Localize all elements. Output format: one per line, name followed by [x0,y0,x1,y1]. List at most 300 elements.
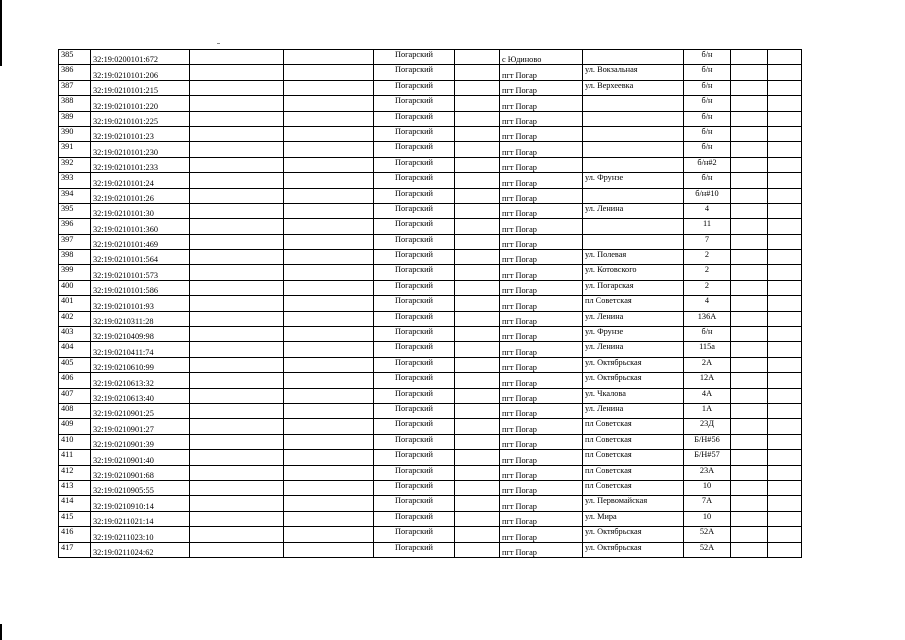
locality-cell: пгт Погар [500,280,583,295]
locality-cell: пгт Погар [500,403,583,418]
row-number-cell: 415 [59,511,91,526]
street-cell: ул. Ленина [583,403,684,418]
empty-cell [284,142,374,157]
cadastral-number-cell: 32:19:0210901:27 [91,419,190,434]
empty-cell [190,80,284,95]
empty-cell [768,173,802,188]
empty-cell [455,157,500,172]
locality-cell: пгт Погар [500,327,583,342]
street-cell [583,219,684,234]
house-number-cell: б/н [684,111,731,126]
district-cell: Погарский [374,265,455,280]
empty-cell [731,373,768,388]
row-number-cell: 397 [59,234,91,249]
empty-cell [284,311,374,326]
empty-cell [455,311,500,326]
empty-cell [455,111,500,126]
empty-cell [731,450,768,465]
empty-cell [284,357,374,372]
empty-cell [455,403,500,418]
empty-cell [455,265,500,280]
empty-cell [190,126,284,141]
row-number-cell: 403 [59,327,91,342]
locality-cell: пгт Погар [500,465,583,480]
empty-cell [768,111,802,126]
empty-cell [731,496,768,511]
table-row [59,511,802,526]
district-cell: Погарский [374,234,455,249]
empty-cell [455,419,500,434]
locality-cell: пгт Погар [500,126,583,141]
empty-cell [768,388,802,403]
house-number-cell: б/н#2 [684,157,731,172]
locality-cell: пгт Погар [500,419,583,434]
district-cell: Погарский [374,280,455,295]
locality-cell: пгт Погар [500,373,583,388]
table-row [59,234,802,249]
empty-cell [731,219,768,234]
locality-cell: пгт Погар [500,250,583,265]
empty-cell [768,250,802,265]
district-cell: Погарский [374,542,455,557]
locality-cell: пгт Погар [500,142,583,157]
row-number-cell: 404 [59,342,91,357]
empty-cell [731,50,768,65]
row-number-cell: 389 [59,111,91,126]
street-cell: ул. Октябрьская [583,542,684,557]
locality-cell: пгт Погар [500,80,583,95]
house-number-cell: б/н [684,50,731,65]
locality-cell: пгт Погар [500,480,583,495]
empty-cell [455,373,500,388]
house-number-cell: 23А [684,465,731,480]
row-number-cell: 395 [59,203,91,218]
empty-cell [455,142,500,157]
cadastral-number-cell: 32:19:0210101:230 [91,142,190,157]
row-number-cell: 399 [59,265,91,280]
locality-cell: пгт Погар [500,511,583,526]
empty-cell [731,419,768,434]
street-cell: пл Советская [583,465,684,480]
empty-cell [455,65,500,80]
empty-cell [731,511,768,526]
empty-cell [731,126,768,141]
table-row [59,419,802,434]
locality-cell: пгт Погар [500,157,583,172]
district-cell: Погарский [374,296,455,311]
cadastral-number-cell: 32:19:0210101:564 [91,250,190,265]
empty-cell [768,465,802,480]
empty-cell [768,527,802,542]
locality-cell: пгт Погар [500,342,583,357]
house-number-cell: 4А [684,388,731,403]
empty-cell [190,234,284,249]
empty-cell [731,65,768,80]
empty-cell [284,126,374,141]
empty-cell [731,357,768,372]
cadastral-number-cell: 32:19:0211024:62 [91,542,190,557]
district-cell: Погарский [374,173,455,188]
table-row [59,157,802,172]
table-row [59,65,802,80]
empty-cell [731,265,768,280]
locality-cell: пгт Погар [500,542,583,557]
row-number-cell: 407 [59,388,91,403]
empty-cell [455,50,500,65]
empty-cell [455,203,500,218]
street-cell: ул. Октябрьская [583,373,684,388]
street-cell: ул. Верхеевка [583,80,684,95]
empty-cell [190,434,284,449]
cadastral-number-cell: 32:19:0210101:220 [91,96,190,111]
empty-cell [768,311,802,326]
house-number-cell: Б/Н#57 [684,450,731,465]
table-row [59,450,802,465]
empty-cell [731,188,768,203]
street-cell: ул. Котовского [583,265,684,280]
table-row [59,327,802,342]
empty-cell [768,296,802,311]
empty-cell [190,203,284,218]
locality-cell: пгт Погар [500,219,583,234]
empty-cell [190,96,284,111]
empty-cell [190,357,284,372]
empty-cell [731,542,768,557]
house-number-cell: 4 [684,296,731,311]
table-row [59,126,802,141]
empty-cell [455,496,500,511]
district-cell: Погарский [374,50,455,65]
cadastral-number-cell: 32:19:0210613:40 [91,388,190,403]
empty-cell [284,403,374,418]
district-cell: Погарский [374,80,455,95]
house-number-cell: б/н [684,142,731,157]
empty-cell [284,465,374,480]
table-row [59,142,802,157]
row-number-cell: 413 [59,480,91,495]
cadastral-number-cell: 32:19:0210910:14 [91,496,190,511]
empty-cell [768,96,802,111]
locality-cell: пгт Погар [500,527,583,542]
row-number-cell: 402 [59,311,91,326]
street-cell: ул. Октябрьская [583,527,684,542]
empty-cell [768,373,802,388]
empty-cell [731,311,768,326]
house-number-cell: 2 [684,280,731,295]
row-number-cell: 392 [59,157,91,172]
empty-cell [455,250,500,265]
table-row [59,80,802,95]
house-number-cell: б/н [684,96,731,111]
cadastral-number-cell: 32:19:0210101:360 [91,219,190,234]
row-number-cell: 409 [59,419,91,434]
district-cell: Погарский [374,403,455,418]
cadastral-number-cell: 32:19:0210101:469 [91,234,190,249]
row-number-cell: 410 [59,434,91,449]
cadastral-number-cell: 32:19:0210311:28 [91,311,190,326]
empty-cell [731,173,768,188]
district-cell: Погарский [374,480,455,495]
empty-cell [455,342,500,357]
house-number-cell: 52А [684,527,731,542]
empty-cell [284,173,374,188]
house-number-cell: б/н [684,80,731,95]
district-cell: Погарский [374,126,455,141]
cadastral-number-cell: 32:19:0210101:206 [91,65,190,80]
table-row [59,280,802,295]
cadastral-number-cell: 32:19:0200101:672 [91,50,190,65]
empty-cell [455,296,500,311]
empty-cell [455,219,500,234]
empty-cell [190,542,284,557]
row-number-cell: 394 [59,188,91,203]
table-row [59,265,802,280]
locality-cell: пгт Погар [500,311,583,326]
row-number-cell: 391 [59,142,91,157]
empty-cell [284,111,374,126]
table-row [59,111,802,126]
street-cell [583,96,684,111]
table-row [59,311,802,326]
cadastral-number-cell: 32:19:0210101:93 [91,296,190,311]
empty-cell [731,480,768,495]
district-cell: Погарский [374,434,455,449]
locality-cell: пгт Погар [500,203,583,218]
street-cell: ул. Ленина [583,342,684,357]
empty-cell [768,542,802,557]
empty-cell [284,434,374,449]
empty-cell [455,280,500,295]
table-row [59,542,802,557]
table-row [59,434,802,449]
street-cell: ул. Фрунзе [583,327,684,342]
cadastral-number-cell: 32:19:0210901:68 [91,465,190,480]
empty-cell [190,173,284,188]
locality-cell: пгт Погар [500,173,583,188]
street-cell: ул. Ленина [583,203,684,218]
table-row [59,188,802,203]
empty-cell [284,250,374,265]
locality-cell: пгт Погар [500,265,583,280]
empty-cell [284,96,374,111]
table-row [59,342,802,357]
empty-cell [455,188,500,203]
empty-cell [455,80,500,95]
cadastral-number-cell: 32:19:0210901:25 [91,403,190,418]
row-number-cell: 388 [59,96,91,111]
table-row [59,50,802,65]
empty-cell [190,250,284,265]
empty-cell [455,173,500,188]
empty-cell [768,480,802,495]
street-cell: ул. Вокзальная [583,65,684,80]
street-cell: ул. Погарская [583,280,684,295]
empty-cell [768,65,802,80]
empty-cell [284,296,374,311]
empty-cell [190,388,284,403]
street-cell: пл Советская [583,419,684,434]
empty-cell [731,403,768,418]
district-cell: Погарский [374,311,455,326]
district-cell: Погарский [374,357,455,372]
locality-cell: с Юдиново [500,50,583,65]
street-cell [583,111,684,126]
empty-cell [190,280,284,295]
empty-cell [455,96,500,111]
empty-cell [284,527,374,542]
empty-cell [284,419,374,434]
empty-cell [284,511,374,526]
table-row [59,403,802,418]
cadastral-number-cell: 32:19:0210901:39 [91,434,190,449]
house-number-cell: 136А [684,311,731,326]
table-row [59,250,802,265]
empty-cell [768,265,802,280]
empty-cell [284,80,374,95]
street-cell [583,50,684,65]
empty-cell [768,450,802,465]
empty-cell [455,542,500,557]
cadastral-number-cell: 32:19:0210101:23 [91,126,190,141]
empty-cell [455,327,500,342]
empty-cell [768,188,802,203]
empty-cell [768,234,802,249]
cadastral-number-cell: 32:19:0211021:14 [91,511,190,526]
empty-cell [731,111,768,126]
cadastral-number-cell: 32:19:0210101:215 [91,80,190,95]
empty-cell [190,527,284,542]
empty-cell [455,511,500,526]
empty-cell [731,250,768,265]
row-number-cell: 401 [59,296,91,311]
empty-cell [731,80,768,95]
locality-cell: пгт Погар [500,357,583,372]
empty-cell [190,111,284,126]
empty-cell [731,157,768,172]
locality-cell: пгт Погар [500,96,583,111]
house-number-cell: 12А [684,373,731,388]
house-number-cell: б/н [684,327,731,342]
house-number-cell: 4 [684,203,731,218]
empty-cell [768,342,802,357]
street-cell [583,126,684,141]
empty-cell [190,65,284,80]
house-number-cell: 115а [684,342,731,357]
empty-cell [190,219,284,234]
empty-cell [284,203,374,218]
empty-cell [190,496,284,511]
street-cell: ул. Ленина [583,311,684,326]
locality-cell: пгт Погар [500,188,583,203]
locality-cell: пгт Погар [500,296,583,311]
empty-cell [190,311,284,326]
district-cell: Погарский [374,157,455,172]
house-number-cell: 7А [684,496,731,511]
empty-cell [768,219,802,234]
row-number-cell: 414 [59,496,91,511]
binding-mark-top [0,0,2,66]
cadastral-number-cell: 32:19:0210101:225 [91,111,190,126]
empty-cell [190,327,284,342]
row-number-cell: 393 [59,173,91,188]
empty-cell [190,157,284,172]
empty-cell [768,142,802,157]
table-row [59,203,802,218]
empty-cell [768,496,802,511]
empty-cell [731,234,768,249]
street-cell: пл Советская [583,450,684,465]
table-row [59,373,802,388]
empty-cell [190,511,284,526]
district-cell: Погарский [374,450,455,465]
empty-cell [190,419,284,434]
empty-cell [455,434,500,449]
district-cell: Погарский [374,327,455,342]
cadastral-number-cell: 32:19:0210905:55 [91,480,190,495]
empty-cell [190,450,284,465]
cadastral-number-cell: 32:19:0210101:26 [91,188,190,203]
district-cell: Погарский [374,388,455,403]
empty-cell [284,50,374,65]
street-cell [583,188,684,203]
empty-cell [455,450,500,465]
locality-cell: пгт Погар [500,434,583,449]
row-number-cell: 406 [59,373,91,388]
house-number-cell: 2А [684,357,731,372]
street-cell [583,142,684,157]
row-number-cell: 390 [59,126,91,141]
locality-cell: пгт Погар [500,450,583,465]
empty-cell [731,434,768,449]
empty-cell [768,434,802,449]
empty-cell [284,450,374,465]
empty-cell [768,357,802,372]
row-number-cell: 386 [59,65,91,80]
empty-cell [190,296,284,311]
street-cell: ул. Полевая [583,250,684,265]
district-cell: Погарский [374,527,455,542]
empty-cell [731,342,768,357]
empty-cell [455,388,500,403]
empty-cell [284,65,374,80]
locality-cell: пгт Погар [500,65,583,80]
cadastral-number-cell: 32:19:0211023:10 [91,527,190,542]
street-cell [583,157,684,172]
empty-cell [768,203,802,218]
empty-cell [190,265,284,280]
empty-cell [284,480,374,495]
district-cell: Погарский [374,96,455,111]
cadastral-number-cell: 32:19:0210409:98 [91,327,190,342]
row-number-cell: 385 [59,50,91,65]
row-number-cell: 398 [59,250,91,265]
empty-cell [455,465,500,480]
locality-cell: пгт Погар [500,234,583,249]
table-row [59,480,802,495]
property-registry-table [58,49,802,558]
street-cell: ул. Фрунзе [583,173,684,188]
house-number-cell: 2 [684,265,731,280]
house-number-cell: 10 [684,480,731,495]
empty-cell [284,280,374,295]
empty-cell [190,142,284,157]
empty-cell [284,157,374,172]
empty-cell [731,388,768,403]
table-row [59,173,802,188]
street-cell: пл Советская [583,480,684,495]
cadastral-number-cell: 32:19:0210101:24 [91,173,190,188]
empty-cell [731,465,768,480]
